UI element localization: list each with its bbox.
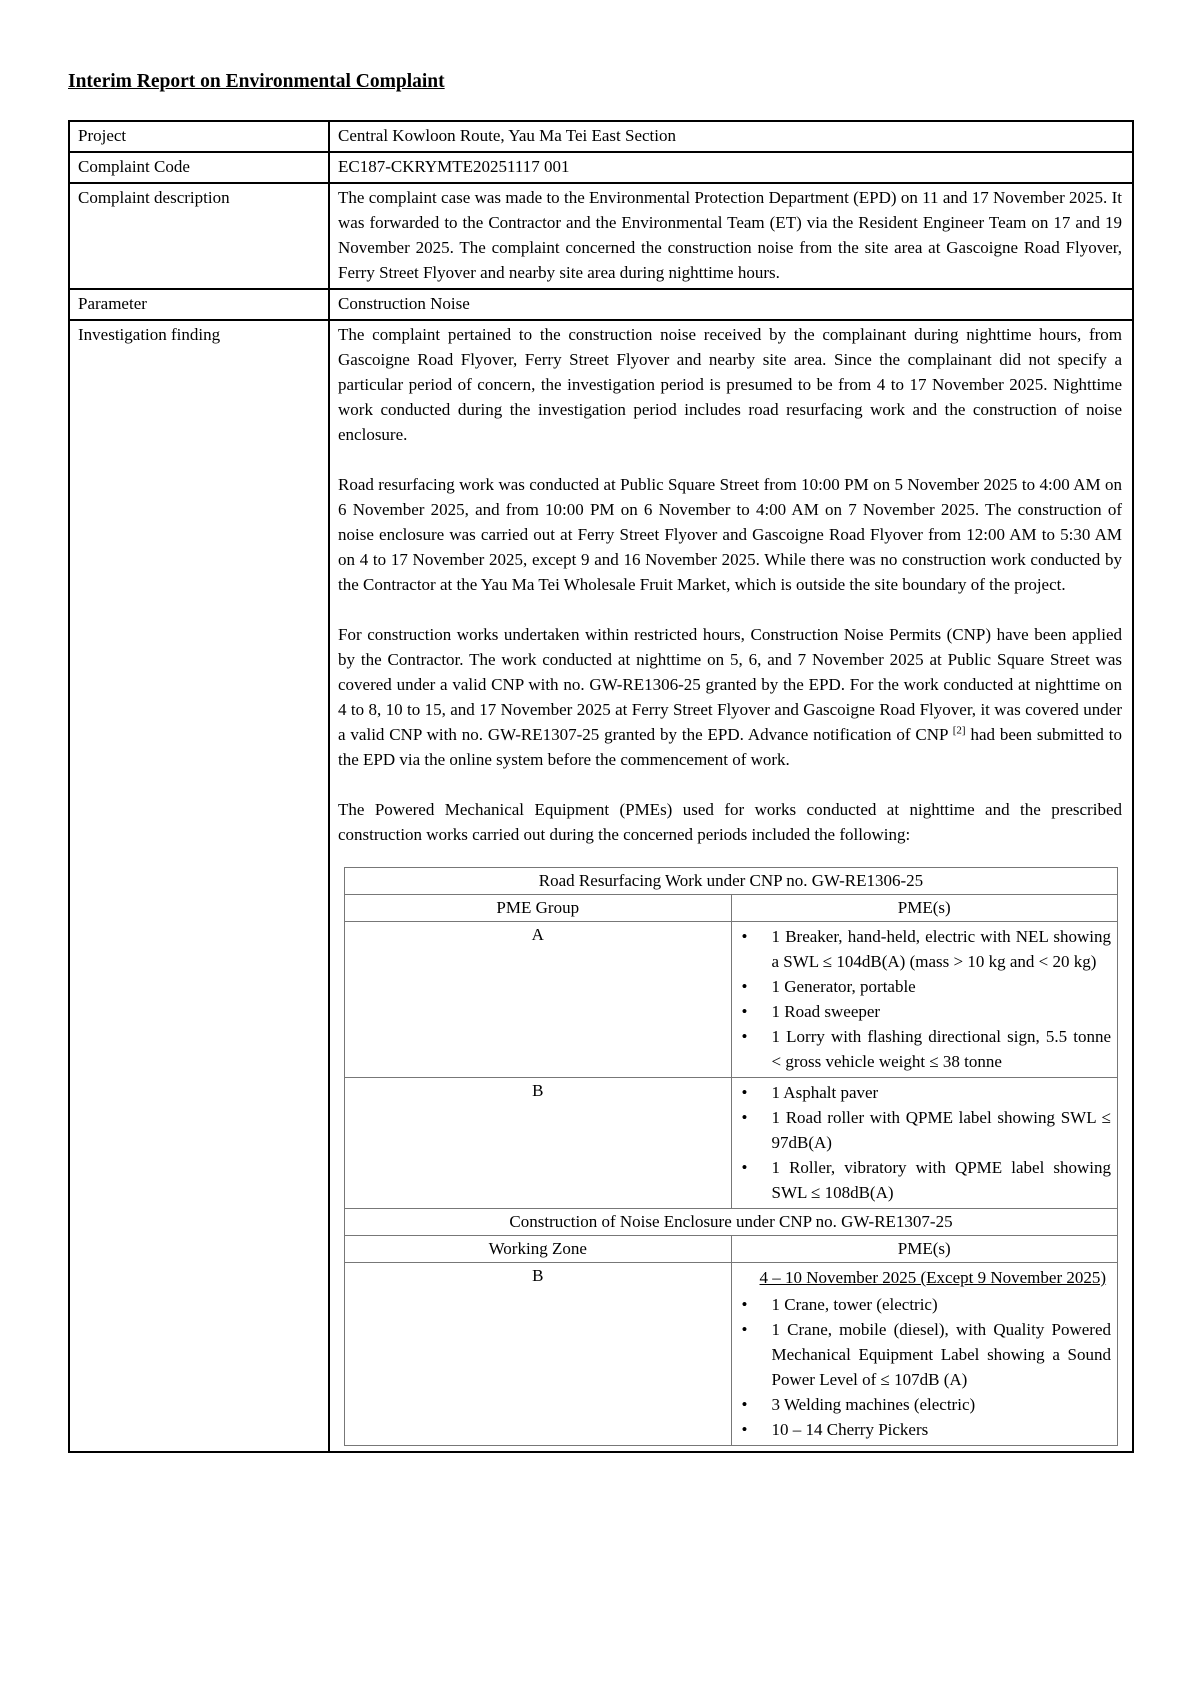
complaint-code-value: EC187-CKRYMTE20251117 001 <box>329 152 1133 183</box>
list-item: • 1 Asphalt paver <box>738 1080 1112 1105</box>
pme-header-row-1 <box>345 895 1118 922</box>
list-item: • 1 Generator, portable <box>738 974 1112 999</box>
table-row-investigation-finding <box>69 320 1133 1452</box>
investigation-paragraph-3 <box>338 622 1122 772</box>
report-title: Interim Report on Environmental Complaint <box>68 71 445 92</box>
road-resurfacing-caption: Road Resurfacing Work under CNP no. GW-RE1306-25 <box>345 868 1118 895</box>
complaint-description-value: The complaint case was made to the Environmental Protection Department (EPD) on 11 and 17 November 2025. It was forwarded to the Contractor and the Environmental Team (ET) via the Resident Engineer Team on 17 and 19 November 2025. The complaint concerned the construction noise from the site area at Gascoigne Road Flyover, Ferry Street Flyover and nearby site area during nighttime hours. <box>329 183 1133 289</box>
pme-list-header-1: PME(s) <box>731 895 1118 922</box>
parameter-value: Construction Noise <box>329 289 1133 320</box>
list-item: • 1 Lorry with flashing directional sign, 5.5 tonne < gross vehicle weight ≤ 38 tonne <box>738 1024 1112 1074</box>
zone-b-list <box>738 1292 1112 1442</box>
list-item: • 1 Breaker, hand-held, electric with NEL showing a SWL ≤ 104dB(A) (mass > 10 kg and < 20 kg) <box>738 924 1112 974</box>
table-row-project <box>69 121 1133 152</box>
pme-caption-row-road-resurfacing <box>345 868 1118 895</box>
group-a-list <box>738 924 1112 1074</box>
list-item: • 3 Welding machines (electric) <box>738 1392 1112 1417</box>
pme-list-header-2: PME(s) <box>731 1236 1118 1263</box>
group-b-list <box>738 1080 1112 1205</box>
group-a-items <box>731 922 1118 1078</box>
table-row-complaint-description <box>69 183 1133 289</box>
investigation-paragraph-4: The Powered Mechanical Equipment (PMEs) used for works conducted at nighttime and the prescribed construction works carried out during the concerned periods included the following: <box>338 800 1122 844</box>
list-item: • 1 Road roller with QPME label showing SWL ≤ 97dB(A) <box>738 1105 1112 1155</box>
footnote-reference: [2] <box>952 724 966 737</box>
group-b-name: B <box>345 1078 732 1209</box>
list-item: • 1 Crane, tower (electric) <box>738 1292 1112 1317</box>
complaint-description-label: Complaint description <box>69 183 329 289</box>
pme-header-row-2 <box>345 1236 1118 1263</box>
pme-row-zone-b <box>345 1263 1118 1446</box>
investigation-value <box>329 320 1133 1452</box>
pme-row-group-b <box>345 1078 1118 1209</box>
table-row-parameter <box>69 289 1133 320</box>
complaint-code-label: Complaint Code <box>69 152 329 183</box>
parameter-label: Parameter <box>69 289 329 320</box>
zone-b-name: B <box>345 1263 732 1446</box>
list-item: • 1 Roller, vibratory with QPME label showing SWL ≤ 108dB(A) <box>738 1155 1112 1205</box>
investigation-paragraph-3-text: For construction works undertaken within restricted hours, Construction Noise Permits (CNP) have been applied by the Contractor. The work conducted at nighttime on 5, 6, and 7 November 2025 at Public Square Street was covered under a valid CNP with no. GW-RE1306-25 granted by the EPD. For the work conducted at nighttime on 4 to 8, 10 to 15, and 17 November 2025 at Ferry Street Flyover and Gascoigne Road Flyover, it was covered under a valid CNP with no. GW-RE1307-25 granted by the EPD. Advance notification of CNP <box>338 625 1122 744</box>
table-row-complaint-code <box>69 152 1133 183</box>
list-item: • 1 Road sweeper <box>738 999 1112 1024</box>
zone-b-items <box>731 1263 1118 1446</box>
investigation-label: Investigation finding <box>69 320 329 1452</box>
complaint-table <box>68 120 1134 1453</box>
project-value: Central Kowloon Route, Yau Ma Tei East Section <box>329 121 1133 152</box>
list-item: • 1 Crane, mobile (diesel), with Quality Powered Mechanical Equipment Label showing a Sound Power Level of ≤ 107dB (A) <box>738 1317 1112 1392</box>
investigation-paragraph-2: Road resurfacing work was conducted at Public Square Street from 10:00 PM on 5 November 2025 to 4:00 AM on 6 November 2025, and from 10:00 PM on 6 November to 4:00 AM on 7 November 2025. The construction of noise enclosure was carried out at Ferry Street Flyover and Gascoigne Road Flyover from 12:00 AM to 5:30 AM on 4 to 17 November 2025, except 9 and 16 November 2025. While there was no construction work conducted by the Contractor at the Yau Ma Tei Wholesale Fruit Market, which is outside the site boundary of the project. <box>338 475 1122 594</box>
working-zone-header: Working Zone <box>345 1236 732 1263</box>
zone-b-period-heading: 4 – 10 November 2025 (Except 9 November 2025) <box>759 1268 1107 1287</box>
group-b-items <box>731 1078 1118 1209</box>
investigation-paragraph-1: The complaint pertained to the construction noise received by the complainant during nighttime hours, from Gascoigne Road Flyover, Ferry Street Flyover and nearby site area. Since the complainant did not specify a particular period of concern, the investigation period is presumed to be from 4 to 17 November 2025. Nighttime work conducted during the investigation period includes road resurfacing work and the construction of noise enclosure. <box>338 325 1122 444</box>
pme-group-header: PME Group <box>345 895 732 922</box>
project-label: Project <box>69 121 329 152</box>
group-a-name: A <box>345 922 732 1078</box>
pme-table <box>344 867 1118 1446</box>
noise-enclosure-caption: Construction of Noise Enclosure under CNP no. GW-RE1307-25 <box>345 1209 1118 1236</box>
investigation-paragraph-3-continued: had been submitted to the EPD via the online system before the commencement of work. <box>338 725 1122 769</box>
list-item: • 10 – 14 Cherry Pickers <box>738 1417 1112 1442</box>
pme-row-group-a <box>345 922 1118 1078</box>
pme-caption-row-noise-enclosure <box>345 1209 1118 1236</box>
